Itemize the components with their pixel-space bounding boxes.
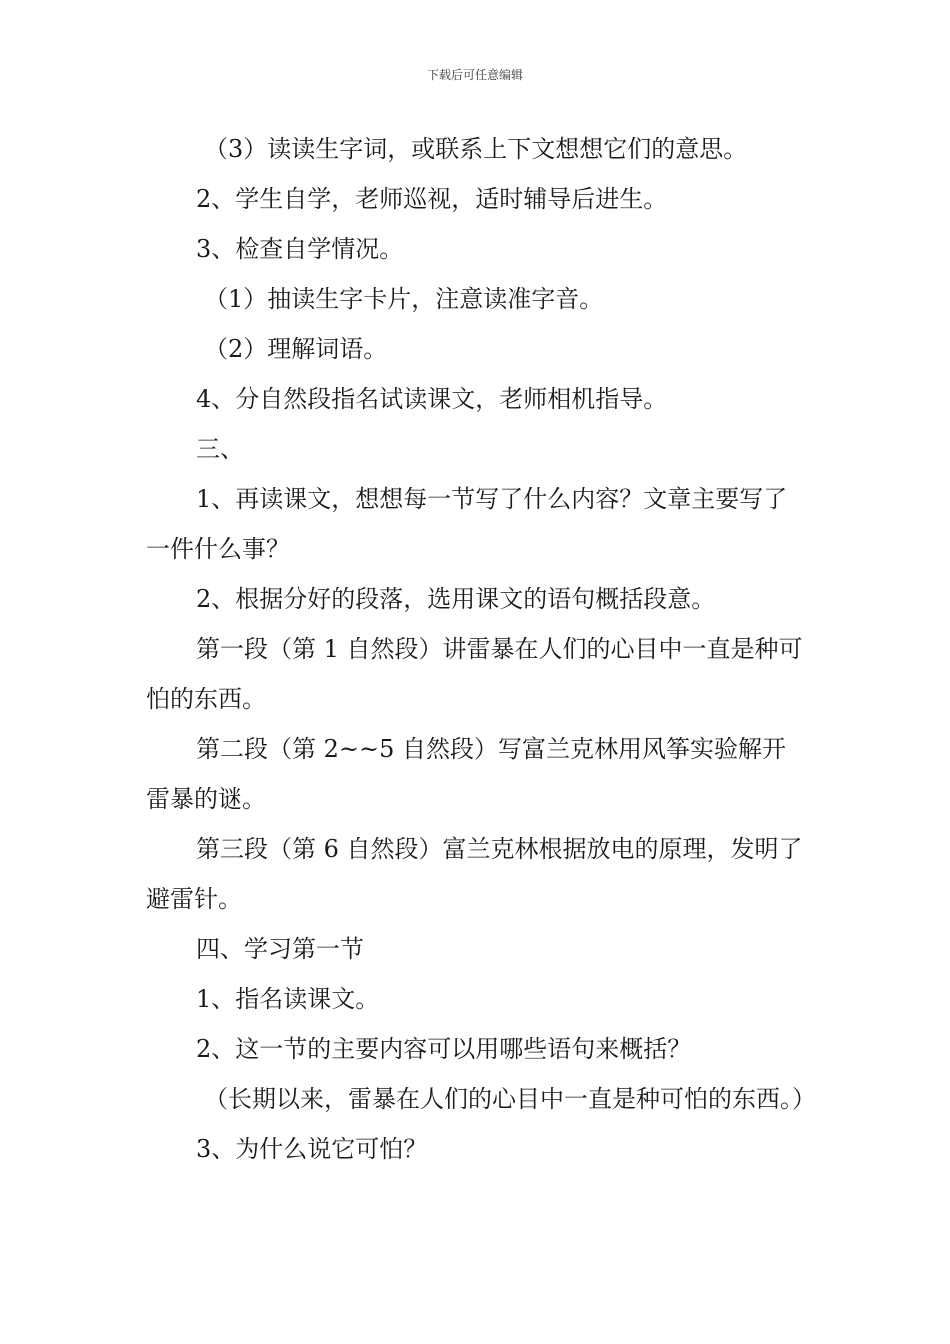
paragraph-section-two: 第二段（第 2~~5 自然段）写富兰克林用风筝实验解开雷暴的谜。 [146, 735, 787, 813]
paragraph-read-cards: （1）抽读生字卡片，注意读准字音。 [204, 285, 604, 313]
paragraph-trial-reading: 4、分自然段指名试读课文，老师相机指导。 [196, 385, 668, 413]
page-header: 下载后可任意编辑 [426, 68, 523, 82]
paragraph-check-study: 3、检查自学情况。 [196, 235, 404, 263]
paragraph-main-content-question: 2、这一节的主要内容可以用哪些语句来概括？ [196, 1035, 692, 1063]
paragraph-read-words: （3）读读生字词，或联系上下文想想它们的意思。 [204, 135, 748, 163]
paragraph-answer-quote: （长期以来，雷暴在人们的心目中一直是种可怕的东西。） [204, 1085, 816, 1113]
document-body [146, 124, 816, 1174]
paragraph-section-three: 第三段（第 6 自然段）富兰克林根据放电的原理，发明了避雷针。 [146, 835, 803, 913]
paragraph-understand-words: （2）理解词语。 [204, 335, 388, 363]
paragraph-summarize-sections: 2、根据分好的段落，选用课文的语句概括段意。 [196, 585, 716, 613]
paragraph-self-study: 2、学生自学，老师巡视，适时辅导后进生。 [196, 185, 668, 213]
section-heading-four: 四、学习第一节 [196, 935, 364, 963]
paragraph-reread-text: 1、再读课文，想想每一节写了什么内容？文章主要写了一件什么事？ [146, 485, 788, 563]
paragraph-read-aloud: 1、指名读课文。 [196, 985, 380, 1013]
paragraph-section-one: 第一段（第 1 自然段）讲雷暴在人们的心目中一直是种可怕的东西。 [146, 635, 803, 713]
paragraph-why-scary: 3、为什么说它可怕？ [196, 1135, 428, 1163]
section-heading-three: 三、 [196, 435, 244, 463]
